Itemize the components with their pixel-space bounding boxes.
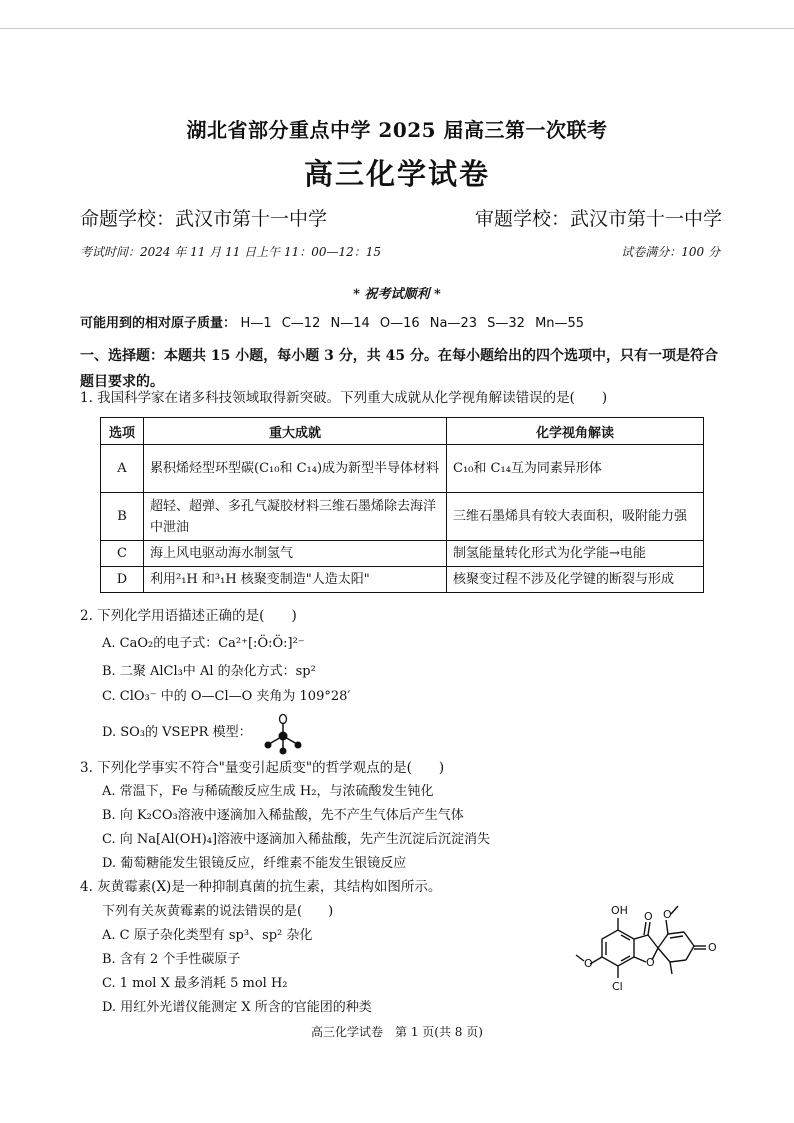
school-info — [80, 204, 722, 231]
reviewer-school: 审题学校：武汉市第十一中学 — [474, 208, 722, 230]
question-4-option-c: C. 1 mol X 最多消耗 5 mol H₂ — [102, 976, 288, 991]
atomic-masses — [80, 312, 720, 331]
table-cell-option: D — [101, 567, 144, 593]
table-cell-option: A — [101, 445, 144, 493]
table-row — [101, 445, 704, 493]
table-header-option: 选项 — [101, 418, 144, 445]
so3-vsepr-model-icon — [260, 714, 306, 756]
good-luck-line: * 祝考试顺利 * — [353, 287, 441, 302]
full-score: 试卷满分：100 分 — [621, 245, 720, 259]
exam-meta — [80, 243, 720, 260]
table-row — [101, 541, 704, 567]
table-cell-achievement: 累积烯烃型环型碳(C₁₀和 C₁₄)成为新型半导体材料 — [144, 445, 447, 493]
atomic-masses-label: 可能用到的相对原子质量： — [80, 316, 237, 331]
table-cell-interpretation: 核聚变过程不涉及化学键的断裂与形成 — [447, 567, 704, 593]
question-4-stem: 4. 灰黄霉素(X)是一种抑制真菌的抗生素，其结构如图所示。 — [80, 879, 442, 895]
table-cell-interpretation: 三维石墨烯具有较大表面积，吸附能力强 — [447, 493, 704, 541]
griseofulvin-structure — [568, 900, 728, 1000]
table-cell-interpretation: C₁₀和 C₁₄互为同素异形体 — [447, 445, 704, 493]
page-footer: 高三化学试卷 第 1 页(共 8 页) — [311, 1025, 483, 1039]
table-cell-achievement: 利用²₁H 和³₁H 核聚变制造"人造太阳" — [144, 567, 447, 593]
cl-label: Cl — [612, 980, 623, 993]
question-3-stem: 3. 下列化学事实不符合"量变引起质变"的哲学观点的是( ) — [80, 760, 445, 776]
question-1-table — [100, 417, 704, 593]
ring-o-label: O — [646, 956, 655, 969]
methoxy-o-label: O — [584, 957, 593, 970]
oh-label: OH — [611, 904, 628, 917]
question-2-option-d: D. SO₃的 VSEPR 模型： — [102, 725, 252, 740]
table-header-interpretation: 化学视角解读 — [447, 418, 704, 445]
exam-title: 湖北省部分重点中学 2025 届高三第一次联考 — [186, 118, 608, 142]
top-divider — [0, 28, 794, 29]
table-cell-option: B — [101, 493, 144, 541]
atomic-masses-items: H—1 C—12 N—14 O—16 Na—23 S—32 Mn—55 — [240, 316, 585, 331]
question-2-option-a: A. CaO₂的电子式：Ca²⁺[:Ö:Ö:]²⁻ — [102, 636, 305, 651]
question-4-option-d: D. 用红外光谱仪能测定 X 所含的官能团的种类 — [102, 1000, 372, 1015]
question-3-option-d: D. 葡萄糖能发生银镜反应，纤维素不能发生银镜反应 — [102, 856, 407, 871]
table-cell-achievement: 海上风电驱动海水制氢气 — [144, 541, 447, 567]
exam-subtitle: 高三化学试卷 — [303, 157, 490, 191]
question-4-option-a: A. C 原子杂化类型有 sp³、sp² 杂化 — [102, 928, 313, 943]
table-row — [101, 567, 704, 593]
table-header-achievement: 重大成就 — [144, 418, 447, 445]
setter-school: 命题学校：武汉市第十一中学 — [80, 208, 328, 230]
question-3-option-b: B. 向 K₂CO₃溶液中逐滴加入稀盐酸，先不产生气体后产生气体 — [102, 808, 464, 823]
table-header-row — [101, 418, 704, 445]
exam-time: 考试时间：2024 年 11 月 11 日上午 11：00—12：15 — [80, 245, 382, 259]
table-row — [101, 493, 704, 541]
question-3-option-a: A. 常温下，Fe 与稀硫酸反应生成 H₂，与浓硫酸发生钝化 — [102, 784, 434, 799]
question-3-option-c: C. 向 Na[Al(OH)₄]溶液中逐滴加入稀盐酸，先产生沉淀后沉淀消失 — [102, 832, 491, 847]
question-2-option-b: B. 二聚 AlCl₃中 Al 的杂化方式：sp² — [102, 664, 316, 679]
table-cell-option: C — [101, 541, 144, 567]
carbonyl-o-label: O — [644, 910, 653, 923]
table-cell-interpretation: 制氢能量转化形式为化学能→电能 — [447, 541, 704, 567]
question-4-option-b: B. 含有 2 个手性碳原子 — [102, 952, 241, 967]
table-cell-achievement: 超轻、超弹、多孔气凝胶材料三维石墨烯除去海洋中泄油 — [144, 493, 447, 541]
section-heading: 一、选择题：本题共 15 小题，每小题 3 分，共 45 分。在每小题给出的四个选项中，只有一项是符合题目要求的。 — [80, 348, 718, 390]
question-1-stem: 1. 我国科学家在诸多科技领域取得新突破。下列重大成就从化学视角解读错误的是( ) — [80, 390, 608, 406]
question-2-option-c: C. ClO₃⁻ 中的 O—Cl—O 夹角为 109°28′ — [102, 689, 351, 704]
methoxy-o-label-2: O — [663, 908, 672, 921]
question-2-stem: 2. 下列化学用语描述正确的是( ) — [80, 608, 297, 624]
ketone-o-label: O — [708, 941, 717, 954]
question-4-stem-2: 下列有关灰黄霉素的说法错误的是( ) — [102, 904, 334, 919]
